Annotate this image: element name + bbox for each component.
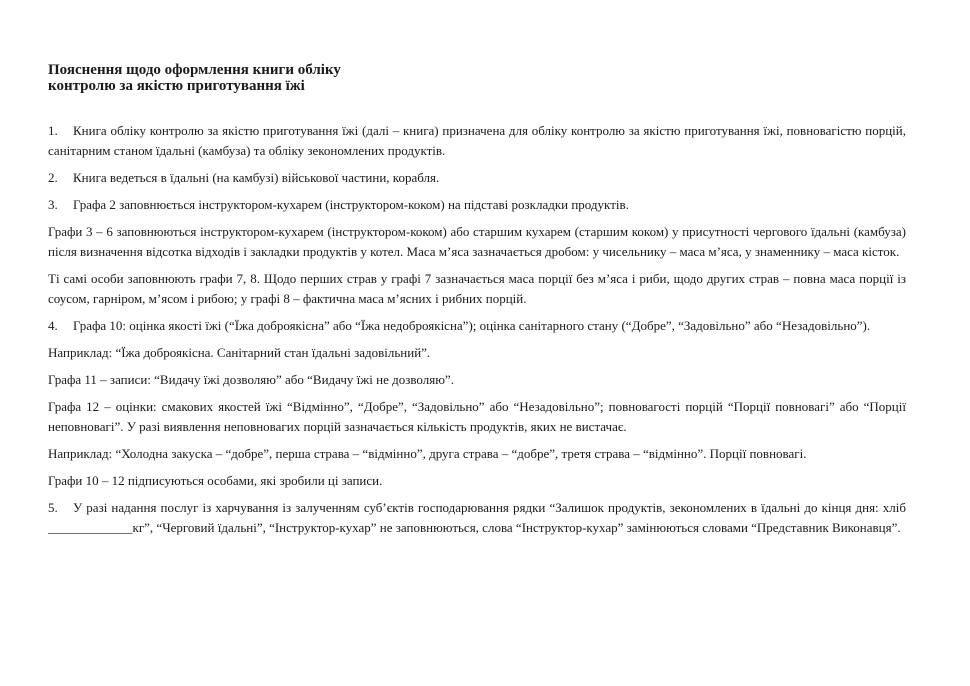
paragraph-1 [48,121,906,161]
paragraph-6 [48,316,906,336]
paragraph-text: Графа 12 – оцінки: смакових якостей їжі “Відмінно”, “Добре”, “Задовільно” або “Незадовільно”; повновагості порцій “Порції повновагі” або “Порції неповновагі”. У разі виявлення неповновагих порцій зазначається кількість продуктів, яких не вистачає. [48,399,906,434]
paragraph-8 [48,370,906,390]
paragraph-number: 3. [48,197,58,212]
paragraph-text: Графи 10 – 12 підписуються особами, які зробили ці записи. [48,473,383,488]
paragraph-number: 5. [48,500,58,515]
paragraph-text: Графа 10: оцінка якості їжі (“Їжа доброякісна” або “Їжа недоброякісна”); оцінка санітарного стану (“Добре”, “Задовільно” або “Незадовільно”). [73,318,871,333]
paragraph-text: Графа 2 заповнюється інструктором-кухарем (інструктором-коком) на підставі розкладки продуктів. [73,197,629,212]
paragraph-number: 2. [48,170,58,185]
paragraph-5 [48,269,906,309]
paragraph-text: Наприклад: “Холодна закуска – “добре”, перша страва – “відмінно”, друга страва – “добре”, третя страва – “відмінно”. Порції повновагі. [48,446,807,461]
paragraph-text: Графи 3 – 6 заповнюються інструктором-кухарем (інструктором-коком) або старшим кухарем (старшим коком) у присутності чергового їдальні (камбуза) після визначення відсотка відходів і закладки продуктів у котел. Маса м’яса зазначається дробом: у чисельнику – маса м’яса, у знаменнику – маса кісток. [48,224,906,259]
paragraph-text: Наприклад: “Їжа доброякісна. Санітарний стан їдальні задовільний”. [48,345,431,360]
document-page [48,62,906,545]
title-line-1: Пояснення щодо оформлення книги обліку [48,62,341,78]
paragraph-12 [48,498,906,538]
paragraph-text: У разі надання послуг із харчування із залученням суб’єктів господарювання рядки “Залишок продуктів, зекономлених в їдальні до кінця дня: хліб _____________кг”, “Черговий їдальні”, “Інструктор-кухар” не заповнюються, слова “Інструктор-кухар” замінюються словами “Представник Виконавця”. [48,500,906,535]
paragraph-text: Книга обліку контролю за якістю приготування їжі (далі – книга) призначена для обліку контролю за якістю приготування їжі, повновагістю порцій, санітарним станом їдальні (камбуза) та обліку зекономлених продуктів. [48,123,906,158]
paragraph-3 [48,195,906,215]
paragraph-text: Ті самі особи заповнюють графи 7, 8. Щодо перших страв у графі 7 зазначається маса порції без м’яса і риби, щодо других страв – повна маса порції із соусом, гарніром, м’ясом і рибою; у графі 8 – фактична маса м’ясних і рибних порцій. [48,271,906,306]
paragraph-number: 1. [48,123,58,138]
paragraph-number: 4. [48,318,58,333]
paragraph-9 [48,397,906,437]
paragraph-2 [48,168,906,188]
paragraph-4 [48,222,906,262]
title-line-2: контролю за якістю приготування їжі [48,78,305,94]
paragraph-7 [48,343,906,363]
document-title [48,62,906,94]
paragraph-10 [48,444,906,464]
paragraph-text: Графа 11 – записи: “Видачу їжі дозволяю” або “Видачу їжі не дозволяю”. [48,372,454,387]
paragraph-text: Книга ведеться в їдальні (на камбузі) військової частини, корабля. [73,170,440,185]
paragraph-11 [48,471,906,491]
